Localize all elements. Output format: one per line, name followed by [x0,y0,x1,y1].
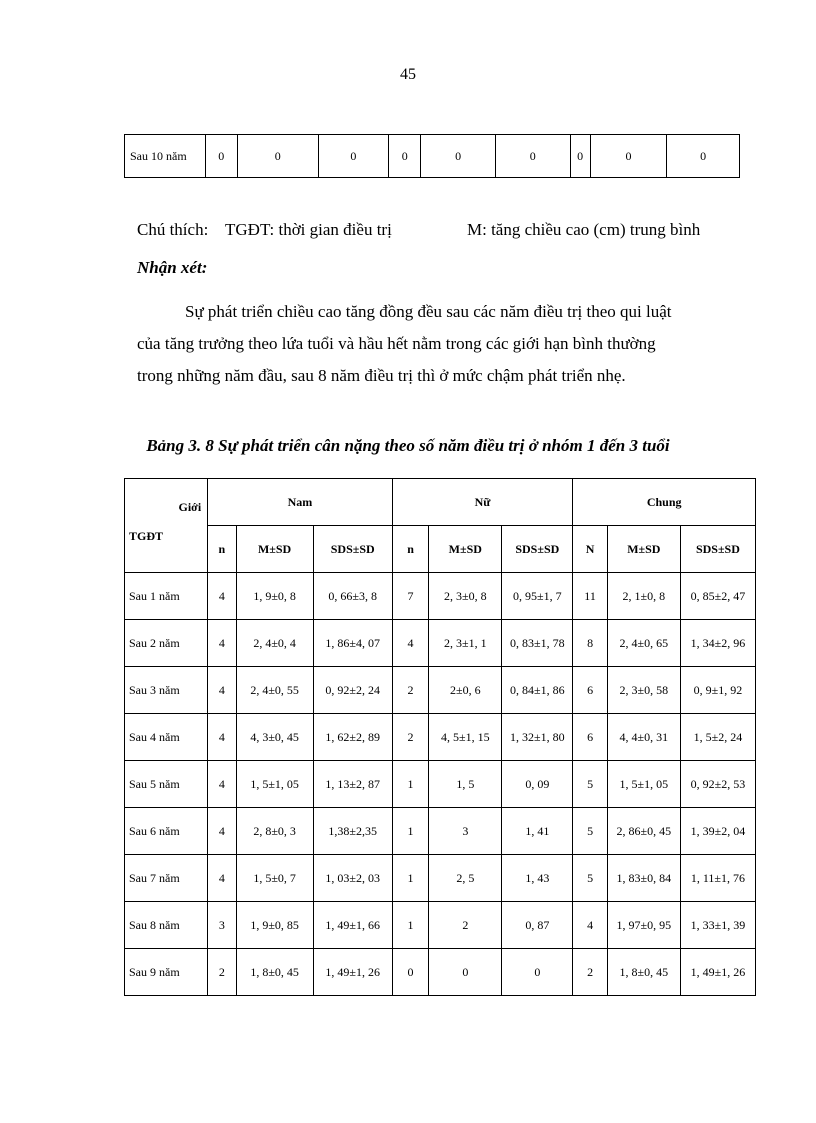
table-cell: 2, 4±0, 4 [236,620,313,667]
table-cell: 8 [573,620,607,667]
group-header: Nam [208,479,393,526]
row-label: Sau 7 năm [125,855,208,902]
table-cell: 2±0, 6 [429,667,502,714]
table-cell: 1, 9±0, 8 [236,573,313,620]
table-cell: 0, 83±1, 78 [502,620,573,667]
row-label: Sau 3 năm [125,667,208,714]
subheader-row [125,526,756,573]
table-cell: 0 [237,135,318,178]
table-cell: 6 [573,714,607,761]
table-caption: Bảng 3. 8 Sự phát triển cân nặng theo số năm điều trị ở nhóm 1 đến 3 tuổi [146,436,670,455]
subheader: M±SD [236,526,313,573]
table-row [125,808,756,855]
table-cell: 5 [573,761,607,808]
top-table [124,134,740,178]
table-cell: 7 [392,573,429,620]
table-cell: 1, 49±1, 26 [680,949,755,996]
table-cell: 0, 87 [502,902,573,949]
table-cell: 1, 34±2, 96 [680,620,755,667]
table-cell: 0 [429,949,502,996]
table-cell: 2, 3±0, 8 [429,573,502,620]
table-cell: 2, 4±0, 55 [236,667,313,714]
row-label: Sau 5 năm [125,761,208,808]
table-cell: 1, 41 [502,808,573,855]
table-cell: 0 [421,135,496,178]
table-row [125,667,756,714]
table-cell: 3 [429,808,502,855]
row-label: Sau 4 năm [125,714,208,761]
group-header-row [125,479,756,526]
table-cell: 2, 3±0, 58 [607,667,680,714]
table-cell: 4 [208,714,236,761]
table-cell: 1, 8±0, 45 [236,949,313,996]
note-tgdt: TGĐT: thời gian điều trị [225,220,392,239]
table-cell: 1 [392,808,429,855]
table-cell: 0 [590,135,667,178]
table-cell: 1, 39±2, 04 [680,808,755,855]
table-cell: 4 [573,902,607,949]
table-cell: 0 [502,949,573,996]
table-cell: 0 [495,135,570,178]
table-cell: 1, 86±4, 07 [313,620,392,667]
table-cell: 2, 8±0, 3 [236,808,313,855]
table-cell: 0 [570,135,590,178]
table-cell: 11 [573,573,607,620]
table-row [125,573,756,620]
subheader: N [573,526,607,573]
table-cell: 0, 84±1, 86 [502,667,573,714]
remark-title: Nhận xét: [137,258,208,277]
table-cell: 1, 5±1, 05 [607,761,680,808]
subheader: M±SD [607,526,680,573]
table-cell: 2 [429,902,502,949]
note-line [137,220,737,240]
table-row [125,135,740,178]
table-cell: 2, 86±0, 45 [607,808,680,855]
table-row [125,761,756,808]
row-label: Sau 1 năm [125,573,208,620]
table-cell: 5 [573,808,607,855]
table-cell: 1 [392,855,429,902]
table-cell: 2, 1±0, 8 [607,573,680,620]
table-cell: 1, 33±1, 39 [680,902,755,949]
table-cell: 1, 49±1, 66 [313,902,392,949]
table-cell: 1, 5±0, 7 [236,855,313,902]
table-cell: 1 [392,902,429,949]
table-cell: 1, 9±0, 85 [236,902,313,949]
corner-cell [125,479,208,573]
table-cell: 2 [573,949,607,996]
table-cell: 0 [392,949,429,996]
table-cell: 1, 13±2, 87 [313,761,392,808]
table-row [125,714,756,761]
subheader: n [392,526,429,573]
table-cell: 3 [208,902,236,949]
subheader: SDS±SD [680,526,755,573]
table-cell: 0 [318,135,389,178]
note-label: Chú thích: [137,220,209,239]
table-cell: 5 [573,855,607,902]
corner-bottom-label: TGĐT [129,529,164,543]
table-cell: 2, 5 [429,855,502,902]
table-cell: 2 [392,667,429,714]
paragraph-line: Sự phát triển chiều cao tăng đồng đều sau các năm điều trị theo qui luật [185,302,672,321]
row-label: Sau 10 năm [125,135,206,178]
table-cell: 0 [389,135,421,178]
table-cell: 1, 03±2, 03 [313,855,392,902]
paragraph-line: trong những năm đầu, sau 8 năm điều trị thì ở mức chậm phát triển nhẹ. [137,366,626,385]
table-cell: 4 [208,620,236,667]
table-cell: 0 [205,135,237,178]
group-header: Chung [573,479,756,526]
table-cell: 1 [392,761,429,808]
subheader: n [208,526,236,573]
table-cell: 4 [208,855,236,902]
row-label: Sau 2 năm [125,620,208,667]
table-cell: 1, 97±0, 95 [607,902,680,949]
table-cell: 1,38±2,35 [313,808,392,855]
table-cell: 0, 9±1, 92 [680,667,755,714]
table-cell: 1, 62±2, 89 [313,714,392,761]
group-header: Nữ [392,479,573,526]
corner-top-label: Giới [178,500,202,514]
weight-table [124,478,756,996]
table-cell: 0, 92±2, 53 [680,761,755,808]
table-cell: 0, 09 [502,761,573,808]
table-cell: 2, 3±1, 1 [429,620,502,667]
subheader: SDS±SD [313,526,392,573]
table-cell: 4 [208,667,236,714]
table-cell: 4 [392,620,429,667]
table-cell: 0, 92±2, 24 [313,667,392,714]
table-cell: 4 [208,573,236,620]
table-cell: 4 [208,808,236,855]
table-cell: 1, 5 [429,761,502,808]
table-cell: 4, 3±0, 45 [236,714,313,761]
table-cell: 4, 5±1, 15 [429,714,502,761]
table-row [125,855,756,902]
table-cell: 1, 5±1, 05 [236,761,313,808]
table-cell: 2, 4±0, 65 [607,620,680,667]
paragraph [137,296,737,392]
table-cell: 0, 66±3, 8 [313,573,392,620]
table-cell: 4, 4±0, 31 [607,714,680,761]
row-label: Sau 9 năm [125,949,208,996]
table-cell: 1, 5±2, 24 [680,714,755,761]
table-cell: 4 [208,761,236,808]
row-label: Sau 8 năm [125,902,208,949]
row-label: Sau 6 năm [125,808,208,855]
subheader: M±SD [429,526,502,573]
note-m: M: tăng chiều cao (cm) trung bình [467,220,701,239]
table-cell: 1, 43 [502,855,573,902]
table-row [125,620,756,667]
table-cell: 1, 83±0, 84 [607,855,680,902]
page-number: 45 [400,66,416,83]
table-cell: 2 [208,949,236,996]
table-row [125,902,756,949]
table-cell: 0 [667,135,740,178]
paragraph-line: của tăng trưởng theo lứa tuổi và hầu hết nằm trong các giới hạn bình thường [137,334,656,353]
table-cell: 1, 32±1, 80 [502,714,573,761]
table-cell: 0, 95±1, 7 [502,573,573,620]
table-cell: 1, 11±1, 76 [680,855,755,902]
table-cell: 1, 49±1, 26 [313,949,392,996]
table-cell: 6 [573,667,607,714]
table-cell: 0, 85±2, 47 [680,573,755,620]
table-cell: 1, 8±0, 45 [607,949,680,996]
subheader: SDS±SD [502,526,573,573]
table-cell: 2 [392,714,429,761]
table-row [125,949,756,996]
